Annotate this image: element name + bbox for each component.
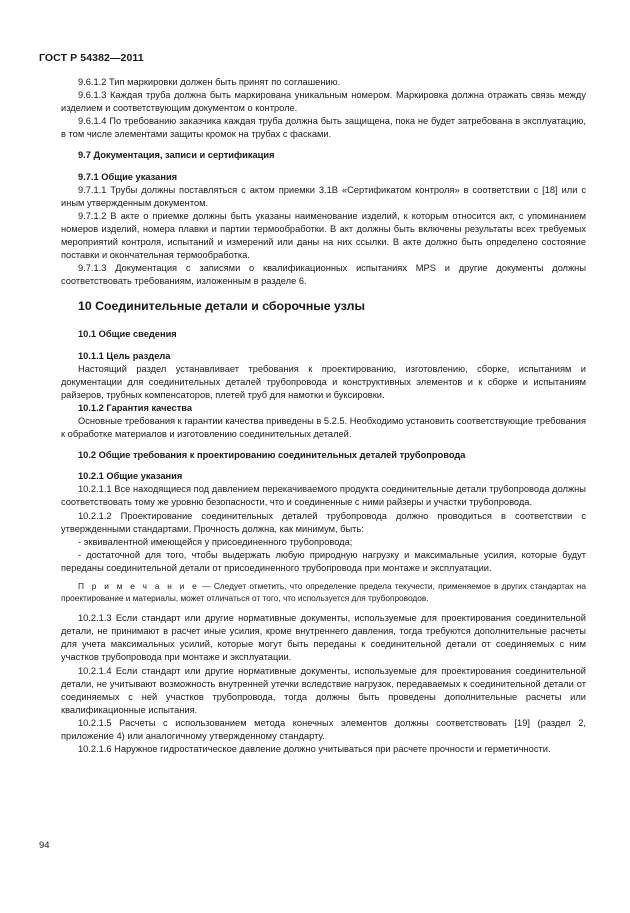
list-item-equivalent: - эквивалентной имеющейся у присоединенного трубопровода; (78, 536, 353, 547)
paragraph-10-2-1-5: 10.2.1.5 Расчеты с использованием метода конечных элементов должны соответствовать [19] (раздел 2, приложение 4) или аналогичному утвержденному стандарту. (61, 717, 586, 742)
heading-9-7-1: 9.7.1 Общие указания (78, 171, 178, 182)
paragraph-9-6-1-3: 9.6.1.3 Каждая труба должна быть маркирована уникальным номером. Маркировка должна отражать связь между изделием и соответствующим документом о контроле. (61, 90, 586, 114)
paragraph-9-6-1-2: 9.6.1.2 Тип маркировки должен быть принят по соглашению. (78, 77, 341, 87)
heading-10-1-1: 10.1.1 Цель раздела (78, 350, 171, 361)
heading-10-1-2: 10.1.2 Гарантия качества (78, 402, 193, 413)
paragraph-10-1-2: Основные требования к гарантии качества приведены в 5.2.5. Необходимо установить соответствующие требования к обработке материалов и изготовлению соединительных деталей. (61, 415, 586, 440)
page-number: 94 (39, 840, 50, 851)
paragraph-9-6-1-4: 9.6.1.4 По требованию заказчика каждая труба должна быть защищена, пока не будет затребована в эксплуатацию, в том числе элементами защиты кромок на трубах с фасками. (61, 116, 586, 140)
note-text: — Следует отметить, что определение предела текучести, применяемое в других стандартах на проектирование и материалы, может отличаться от того, что используется для трубопроводов. (61, 581, 587, 603)
document-body (61, 76, 586, 756)
paragraph-9-7-1-3: 9.7.1.3 Документация с записями о квалификационных испытаниях MPS и другие документы должны соответствовать требованиям, изложенным в разделе 6. (61, 263, 586, 287)
paragraph-10-2-1-4: 10.2.1.4 Если стандарт или другие нормативные документы, используемые для проектирования соединительной детали, не учитывают возможность внутренней утечки вследствие нагрузок, передаваемых к соединительной детали от соединяемых с ней участков трубопровода, тогда должны быть проведены дополнительные расчеты или квалификационные испытания. (61, 665, 586, 715)
list-item-sufficient: - достаточной для того, чтобы выдержать любую природную нагрузку и максимальные усилия, которые будут переданы соединительной детали от присоединенного трубопровода при монтаже и эксплуатации. (61, 549, 586, 573)
standard-header: ГОСТ Р 54382—2011 (39, 52, 144, 64)
paragraph-10-2-1-6: 10.2.1.6 Наружное гидростатическое давление должно учитываться при расчете прочности и герметичности. (78, 744, 551, 755)
paragraph-9-7-1-1: 9.7.1.1 Трубы должны поставляться с актом приемки 3.1В «Сертификатом контроля» в соответствии с [18] или с иным утвержденным документом. (61, 184, 586, 208)
heading-10-2: 10.2 Общие требования к проектированию соединительных деталей трубопровода (78, 450, 466, 461)
paragraph-10-2-1-1: 10.2.1.1 Все находящиеся под давлением перекачиваемого продукта соединительные детали трубопровода должны соответствовать тому же уровню безопасности, что и соединенные с ними райзеры и участки трубопровода. (61, 484, 586, 508)
heading-10-1: 10.1 Общие сведения (78, 329, 177, 340)
heading-10-2-1: 10.2.1 Общие указания (78, 471, 183, 482)
note-label: П р и м е ч а н и е (78, 581, 200, 591)
paragraph-10-1-1: Настоящий раздел устанавливает требования к проектированию, изготовлению, сборке, испытаниям и документации для соединительных деталей трубопровода и конструктивных элементов и к сборке и испытаниям райзеров, трубных компенсаторов, плетей труб для намотки и буксировки. (61, 363, 586, 400)
heading-9-7: 9.7 Документация, записи и сертификация (78, 150, 275, 161)
paragraph-10-2-1-2: 10.2.1.2 Проектирование соединительных деталей трубопровода должно проводиться в соответствии с утвержденными стандартами. Прочность должна, как минимум, быть: (61, 510, 586, 534)
paragraph-10-2-1-3: 10.2.1.3 Если стандарт или другие нормативные документы, используемые для проектирования соединительной детали, не принимают в расчет иные усилия, кроме внутреннего давления, тогда требуются дополнительные расчеты для учета максимальных усилий, которые могут быть переданы к соединительной детали от соединяемых с ним участков трубопровода при монтаже и эксплуатации. (61, 613, 586, 663)
note (61, 581, 586, 604)
chapter-10-title: 10 Соединительные детали и сборочные узлы (78, 299, 365, 314)
paragraph-9-7-1-2: 9.7.1.2 В акте о приемке должны быть указаны наименование изделий, к которым относится акт, с упоминанием номеров изделий, номера плавки и партии термообработки. В акт должны быть включены результаты всех требуемых мероприятий контроля, испытаний и измерений или даны на них ссылки. В акте должно быть определено состояние поставки и окончательная термообработка. (61, 210, 586, 261)
